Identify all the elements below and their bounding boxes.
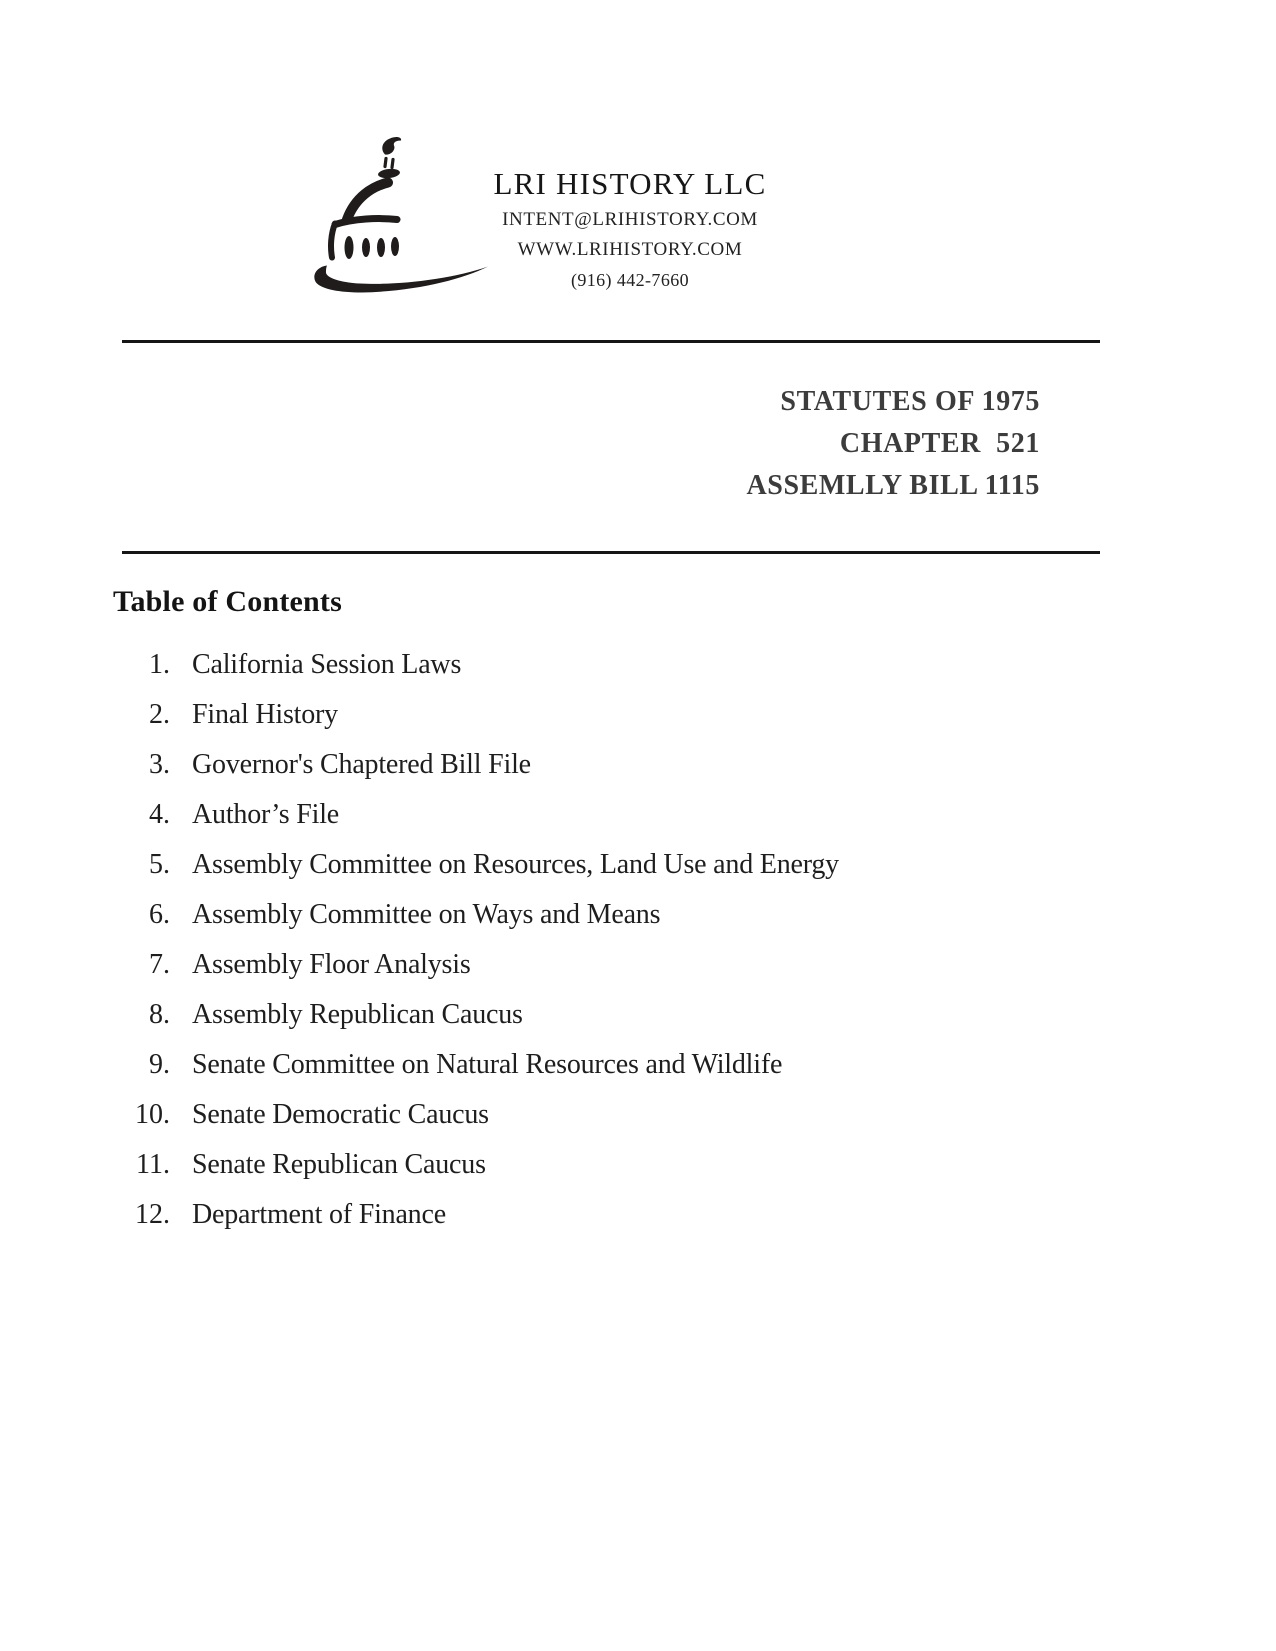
toc-item-number: 12. [135, 1199, 170, 1230]
statute-title-line-1: STATUTES OF 1975 [780, 386, 1040, 417]
toc-item-label: Senate Democratic Caucus [192, 1099, 489, 1130]
toc-row [0, 850, 1100, 880]
company-website: WWW.LRIHISTORY.COM [517, 239, 743, 260]
statute-title-line-3: ASSEMLLY BILL 1115 [746, 470, 1040, 501]
title-divider-line [122, 551, 1100, 554]
statute-title-line-2: CHAPTER 521 [839, 428, 1040, 459]
toc-item-number: 10. [135, 1099, 170, 1130]
toc-row [0, 700, 1100, 730]
toc-row [0, 1150, 1100, 1180]
toc-item-label: Senate Republican Caucus [192, 1149, 486, 1180]
toc-item-number: 11. [136, 1149, 170, 1180]
company-email: INTENT@LRIHISTORY.COM [502, 209, 758, 230]
toc-row [0, 900, 1100, 930]
toc-item-label: Final History [192, 699, 338, 730]
header-divider-line [122, 340, 1100, 343]
toc-item-label: Assembly Committee on Ways and Means [192, 899, 661, 930]
toc-item-label: Department of Finance [192, 1199, 446, 1230]
toc-item-label: Author’s File [192, 799, 339, 830]
toc-item-number: 4. [149, 799, 170, 830]
letterhead [430, 164, 830, 296]
toc-item-number: 7. [149, 949, 170, 980]
toc-item-label: California Session Laws [192, 649, 462, 680]
toc-row [0, 1000, 1100, 1030]
statute-title-block [746, 381, 1040, 507]
toc-row [0, 950, 1100, 980]
toc-row [0, 1100, 1100, 1130]
toc-row [0, 750, 1100, 780]
toc-item-number: 8. [149, 999, 170, 1030]
toc-item-label: Governor's Chaptered Bill File [192, 749, 531, 780]
toc-item-number: 5. [149, 849, 170, 880]
toc-row [0, 800, 1100, 830]
toc-item-number: 3. [149, 749, 170, 780]
toc-item-number: 2. [149, 699, 170, 730]
toc-row [0, 1200, 1100, 1230]
toc-item-label: Assembly Republican Caucus [192, 999, 523, 1030]
company-phone: (916) 442-7660 [570, 270, 690, 290]
toc-item-number: 6. [149, 899, 170, 930]
toc-item-label: Assembly Floor Analysis [192, 949, 471, 980]
toc-row [0, 650, 1100, 680]
toc-list [0, 650, 1100, 1250]
toc-item-label: Senate Committee on Natural Resources and Wildlife [192, 1049, 783, 1080]
toc-item-number: 9. [149, 1049, 170, 1080]
company-name: LRI HISTORY LLC [493, 166, 767, 201]
toc-row [0, 1050, 1100, 1080]
toc-heading: Table of Contents [113, 585, 342, 618]
toc-item-number: 1. [149, 649, 170, 680]
toc-item-label: Assembly Committee on Resources, Land Use and Energy [192, 849, 839, 880]
